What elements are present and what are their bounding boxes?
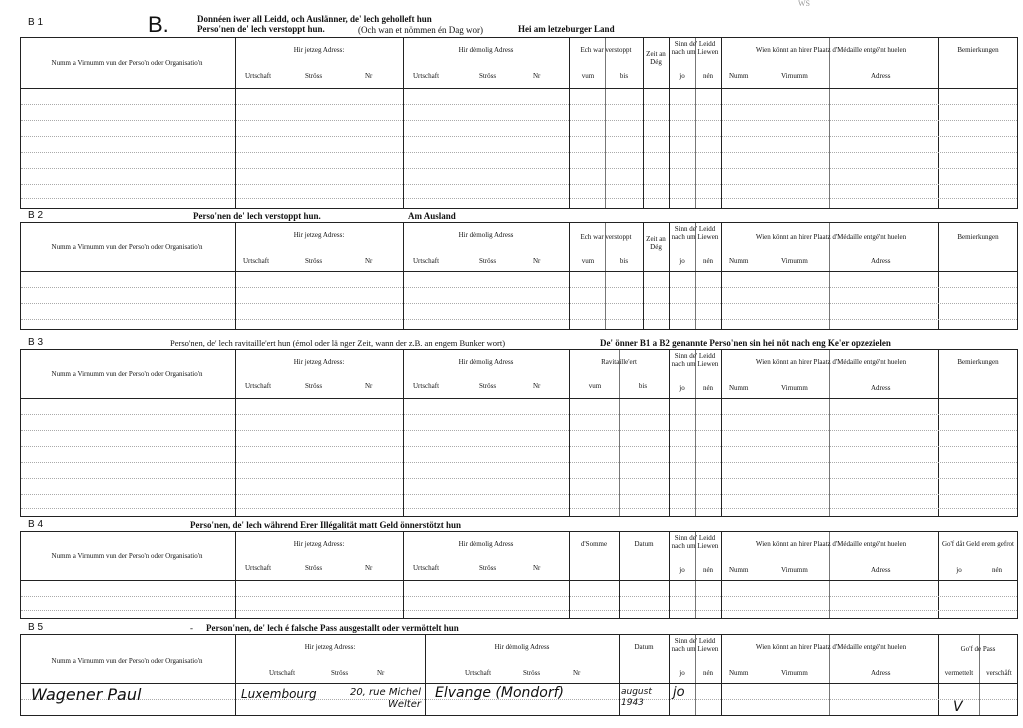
col-yes: jo [679,72,685,80]
section-b4 [20,517,1018,574]
col-name: Numm a Virnumm vun der Perso'n oder Organisatio'n [51,243,203,251]
table-b2 [20,222,1018,330]
section-b3 [20,335,1018,392]
col-hidden: Ech war verstoppt [580,46,632,54]
section-b1 [20,10,1018,80]
col-alive: Sinn de' Leidd nach um Liewen [671,637,719,653]
section-code: B 3 [28,337,44,348]
section-dash: - [190,623,193,633]
col-medal-first: Virnumm [781,384,808,392]
section-code: B 1 [28,17,44,28]
col-medal-addr: Adress [871,72,891,80]
table-b4 [20,531,1018,619]
col-current-address: Hir jetzeg Adress: [293,540,345,548]
col-no: nén [702,669,714,677]
entry-current-town: Luxembourg [241,687,317,701]
col-town: Urtschaft [245,72,272,80]
col-pass-made: verschåft [986,669,1012,677]
col-town: Urtschaft [413,72,440,80]
col-yes: jo [679,566,685,574]
entry-former-address: Elvange (Mondorf) [435,685,565,701]
col-alive: Sinn de' Leidd nach um Liewen [671,225,719,241]
col-street: Ströss [479,382,497,390]
col-no: nén [991,566,1003,574]
col-street: Ströss [305,564,323,572]
col-medal-first: Virnumm [781,669,808,677]
col-name: Numm a Virnumm vun der Perso'n oder Organisatio'n [51,370,203,378]
col-days: Zeit an Dég [646,50,666,66]
col-days: Zeit an Dég [646,235,666,251]
col-street: Ströss [305,257,323,265]
col-medal-first: Virnumm [781,566,808,574]
col-former-address: Hir dėmolig Adress [458,231,514,239]
col-yes: jo [679,384,685,392]
col-to: bis [619,72,629,80]
table-b5 [20,634,1018,716]
col-street: Ströss [479,564,497,572]
col-street: Ströss [523,669,541,677]
col-current-address: Hir jetzeg Adress: [293,46,345,54]
col-from: vum [581,72,595,80]
col-medal: Wien könnt an hirer Plaatz d'Médaille entgé'nt huelen [755,46,907,54]
section-b5 [20,620,1018,715]
col-medal-last: Numm [729,257,749,265]
col-street: Ströss [479,72,497,80]
col-alive: Sinn de' Leidd nach um Liewen [671,352,719,368]
section-b2 [20,208,1018,265]
section-title: Donnéen iwer all Leidd, och Auslänner, de' lech geholleft hun [197,14,432,24]
col-nr: Nr [533,257,541,265]
col-medal-last: Numm [729,669,749,677]
col-medal-first: Virnumm [781,257,808,265]
col-former-address: Hir dėmolig Adress [494,643,550,651]
col-money-returned: Go'f dåt Geld erem gefrot [941,540,1014,548]
col-former-address: Hir dėmolig Adress [458,46,514,54]
col-nr: Nr [365,257,373,265]
col-no: nén [702,72,714,80]
section-subtitle: Perso'nen de' lech verstoppt hun. [197,24,325,34]
col-from: vum [581,257,595,265]
col-amount: d'Somme [580,540,608,548]
col-street: Ströss [305,72,323,80]
col-pass-issued: vermettelt [944,669,974,677]
section-title: Perso'nen de' lech verstoppt hun. [193,211,321,221]
col-medal: Wien könnt an hirer Plaatz d'Médaille entgé'nt huelen [755,643,907,651]
col-medal: Wien könnt an hirer Plaatz d'Médaille entgé'nt huelen [755,233,907,241]
col-yes: jo [956,566,962,574]
section-note: (Och wan et nömmen én Dag wor) [358,25,483,35]
col-no: nén [702,566,714,574]
table-b1 [20,37,1018,209]
col-former-address: Hir dėmolig Adress [458,540,514,548]
col-town: Urtschaft [269,669,296,677]
section-title: Person'nen, de' lech é falsche Pass ausgestallt oder vermöttelt hun [206,623,459,633]
col-medal: Wien könnt an hirer Plaatz d'Médaille entgé'nt huelen [755,540,907,548]
col-from: vum [588,382,602,390]
col-nr: Nr [377,669,385,677]
col-town: Urtschaft [413,382,440,390]
section-code: B 5 [28,622,44,633]
col-nr: Nr [533,564,541,572]
col-name: Numm a Virnumm vun der Perso'n oder Organisatio'n [51,657,203,665]
entry-alive: jo [673,685,685,700]
entry-date: august 1943 [621,687,652,708]
col-current-address: Hir jetzeg Adress: [293,358,345,366]
col-street: Ströss [479,257,497,265]
col-hidden: Ech war verstoppt [580,233,632,241]
col-to: bis [619,257,629,265]
entry-current-street: 20, rue Michel Welter [349,687,421,710]
col-date: Datum [634,643,654,651]
corner-scribble: WS [798,0,810,8]
col-provisioned: Ravitaille'ert [601,358,637,366]
section-code: B 4 [28,519,44,530]
col-medal-last: Numm [729,384,749,392]
section-title: Perso'nen, de' lech ravitaille'ert hun (émol oder lä nger Zeit, wann der z.B. an engem Bunker wort) [170,338,506,348]
col-remarks: Bemierkungen [957,46,999,54]
col-medal: Wien könnt an hirer Plaatz d'Médaille entgé'nt huelen [755,358,907,366]
col-current-address: Hir jetzeg Adress: [304,643,356,651]
entry-name: Wagener Paul [31,685,142,704]
col-medal-addr: Adress [871,384,891,392]
col-name: Numm a Virnumm vun der Perso'n oder Organisatio'n [51,552,203,560]
col-medal-addr: Adress [871,669,891,677]
col-nr: Nr [573,669,581,677]
section-title: Perso'nen, de' lech während Erer Illégalität matt Geld önnerstötzt hun [190,520,461,530]
col-nr: Nr [365,72,373,80]
section-note: De' önner B1 a B2 genannte Perso'nen sin hei nöt nach eng Ke'er opzezielen [600,338,891,348]
col-remarks: Bemierkungen [957,358,999,366]
col-street: Ströss [331,669,349,677]
col-to: bis [638,382,648,390]
col-no: nén [702,257,714,265]
col-nr: Nr [365,564,373,572]
col-medal-last: Numm [729,72,749,80]
col-yes: jo [679,257,685,265]
table-b3 [20,349,1018,517]
col-former-address: Hir dėmolig Adress [458,358,514,366]
col-current-address: Hir jetzeg Adress: [293,231,345,239]
col-town: Urtschaft [245,564,272,572]
col-medal-last: Numm [729,566,749,574]
col-yes: jo [679,669,685,677]
col-town: Urtschaft [413,564,440,572]
col-town: Urtschaft [243,257,270,265]
col-nr: Nr [365,382,373,390]
col-nr: Nr [533,72,541,80]
col-alive: Sinn de' Leidd nach um Liewen [671,40,719,56]
col-no: nén [702,384,714,392]
section-location: Hei am letzeburger Land [518,24,615,34]
col-medal-addr: Adress [871,257,891,265]
col-medal-first: Virnumm [781,72,808,80]
col-name: Numm a Virnumm vun der Perso'n oder Organisatio'n [51,59,203,67]
col-alive: Sinn de' Leidd nach um Liewen [671,534,719,550]
col-town: Urtschaft [245,382,272,390]
col-remarks: Bemierkungen [957,233,999,241]
section-code: B 2 [28,210,44,221]
col-medal-addr: Adress [871,566,891,574]
col-street: Ströss [305,382,323,390]
entry-pass-mark: V [953,699,963,715]
section-location: Am Ausland [408,211,456,221]
col-nr: Nr [533,382,541,390]
col-town: Urtschaft [465,669,492,677]
form-letter: B. [148,12,169,37]
col-pass: Go'f de Pass [960,645,996,653]
col-date: Datum [634,540,654,548]
col-town: Urtschaft [413,257,440,265]
